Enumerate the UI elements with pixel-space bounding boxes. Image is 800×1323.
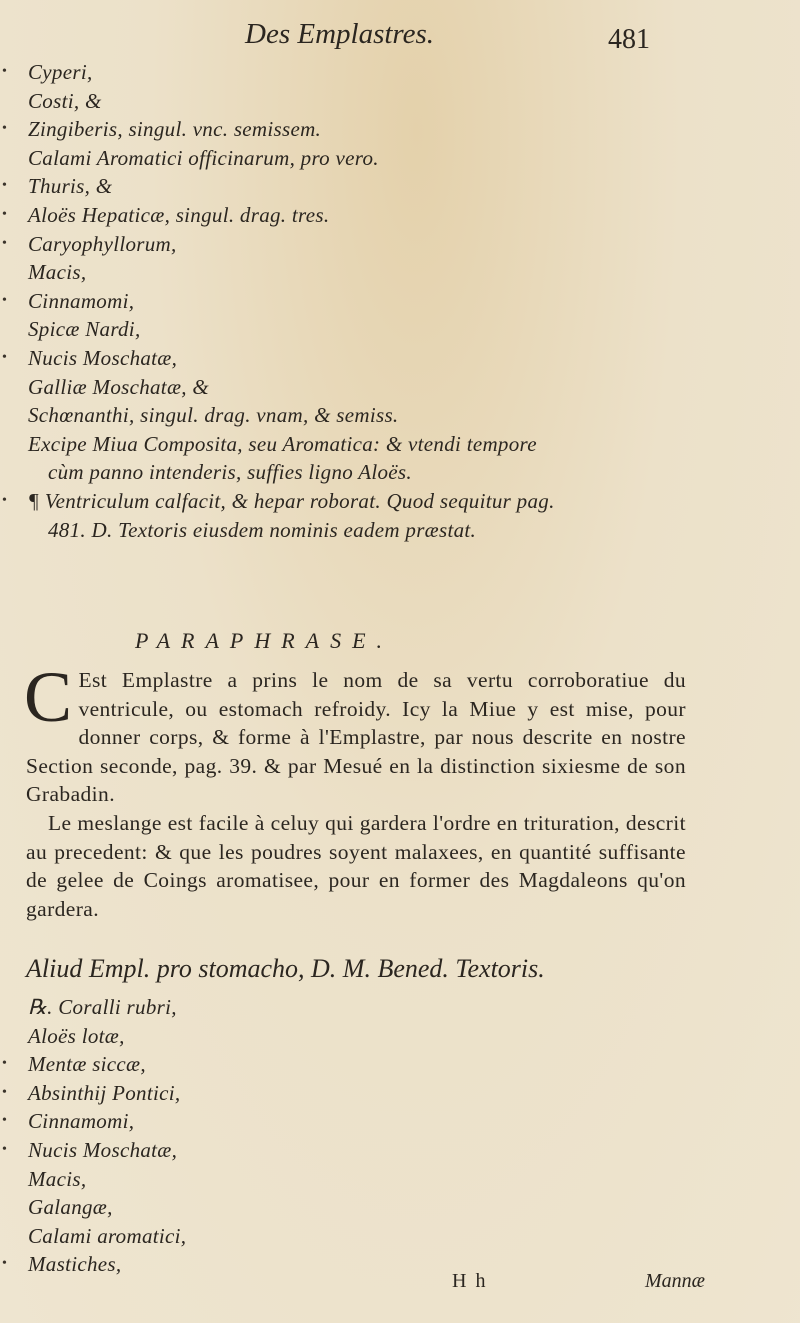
ingredient-line (0, 430, 800, 459)
ingredient-text: Spicæ Nardi, (28, 317, 141, 342)
page-header (0, 18, 800, 58)
ingredient-text: Calami aromatici, (28, 1223, 187, 1248)
second-recipe-ingredient-list (0, 993, 800, 1279)
ingredient-line (0, 993, 800, 1022)
catchword: Mannæ (645, 1270, 705, 1292)
ingredient-line (0, 1193, 800, 1222)
ingredient-text: Schœnanthi, singul. drag. vnam, & semiss. (28, 403, 399, 428)
ingredient-line (0, 1079, 800, 1108)
ingredient-text: 481. D. Textoris eiusdem nominis eadem præstat. (48, 517, 477, 542)
marginal-bullet: • (2, 349, 8, 365)
ingredient-line (0, 1022, 800, 1051)
ingredient-text: Cinnamomi, (28, 1109, 135, 1134)
ingredient-line (0, 344, 800, 373)
ingredient-text: Zingiberis, singul. vnc. semissem. (28, 117, 322, 142)
paraphrase-paragraph-2: Le meslange est facile à celuy qui gardera l'ordre en trituration, descrit au precedent: & que les poudres soyent malaxees, en quantité suffisante de gelee de Coings aromatisee, pour en former des Magdaleons qu'on gardera. (26, 810, 686, 921)
ingredient-line (0, 230, 800, 259)
ingredient-text: Aloës lotæ, (28, 1023, 125, 1048)
marginal-bullet: • (2, 206, 8, 222)
ingredient-text: Mastiches, (28, 1252, 122, 1277)
ingredient-text: ℞. Coralli rubri, (28, 995, 177, 1019)
ingredient-line (0, 315, 800, 344)
ingredient-text: cùm panno intenderis, suffies ligno Aloës. (48, 460, 412, 485)
ingredient-line (0, 487, 800, 516)
ingredient-text: Cinnamomi, (28, 288, 135, 313)
ingredient-line (0, 1165, 800, 1194)
ingredient-line (0, 87, 800, 116)
ingredient-text: Absinthij Pontici, (28, 1080, 181, 1105)
ingredient-text: ¶ Ventriculum calfacit, & hepar roborat. Quod sequitur pag. (28, 488, 555, 513)
ingredient-text: Caryophyllorum, (28, 231, 177, 256)
running-title: Des Emplastres. (245, 18, 435, 50)
ingredient-line (0, 287, 800, 316)
marginal-bullet: • (2, 64, 8, 79)
marginal-bullet: • (2, 1056, 8, 1072)
ingredient-line (0, 1222, 800, 1251)
marginal-bullet: • (2, 235, 8, 251)
marginal-bullet: • (2, 1084, 8, 1100)
ingredient-line (0, 201, 800, 230)
ingredient-line (0, 115, 800, 144)
recipe-subheading: Aliud Empl. pro stomacho, D. M. Bened. Textoris. (26, 954, 545, 983)
ingredient-text: Nucis Moschatæ, (28, 1137, 178, 1162)
marginal-bullet: • (2, 1113, 8, 1129)
drop-cap: C (24, 657, 73, 737)
ingredient-text: Calami Aromatici officinarum, pro vero. (28, 145, 379, 170)
ingredient-line (0, 58, 800, 87)
ingredient-line (0, 258, 800, 287)
paraphrase-paragraph-1: Est Emplastre a prins le nom de sa vertu corroboratiue du ventricule, ou estomach refroidy. Icy la Miue y est mise, pour donner corps, & forme à l'Emplastre, par nous descrite en nostre Section seconde, pag. 39. & par Mesué en la distinction sixiesme de son Grabadin. (26, 668, 686, 807)
paraphrase-heading: PARAPHRASE. (135, 628, 394, 653)
marginal-bullet: • (2, 178, 8, 194)
ingredient-text: Cyperi, (28, 60, 93, 84)
marginal-bullet: • (2, 121, 8, 137)
ingredient-line (0, 144, 800, 173)
marginal-bullet: • (2, 492, 8, 508)
ingredient-text: Mentæ siccæ, (28, 1052, 146, 1077)
ingredient-line (0, 516, 800, 545)
ingredient-text: Macis, (28, 260, 87, 285)
ingredient-text: Excipe Miua Composita, seu Aromatica: & vtendi tempore (28, 431, 537, 456)
ingredient-line (0, 373, 800, 402)
ingredient-text: Thuris, & (28, 174, 113, 199)
recipe-ingredient-list (0, 58, 800, 544)
marginal-bullet: • (2, 1141, 8, 1157)
ingredient-line (0, 401, 800, 430)
marginal-bullet: • (2, 1256, 8, 1272)
ingredient-text: Nucis Moschatæ, (28, 345, 178, 370)
page-number: 481 (608, 24, 650, 55)
ingredient-line (0, 172, 800, 201)
ingredient-text: Galangæ, (28, 1195, 113, 1220)
ingredient-text: Galliæ Moschatæ, & (28, 374, 209, 399)
ingredient-line (0, 1107, 800, 1136)
paraphrase-paragraph (24, 657, 686, 809)
ingredient-text: Aloës Hepaticæ, singul. drag. tres. (28, 202, 330, 227)
signature-mark: H h (452, 1270, 488, 1292)
ingredient-line (0, 1050, 800, 1079)
ingredient-text: Costi, & (28, 88, 102, 113)
marginal-bullet: • (2, 292, 8, 308)
ingredient-line (0, 458, 800, 487)
paraphrase-text (24, 657, 686, 923)
ingredient-line (0, 1136, 800, 1165)
ingredient-text: Macis, (28, 1166, 87, 1191)
